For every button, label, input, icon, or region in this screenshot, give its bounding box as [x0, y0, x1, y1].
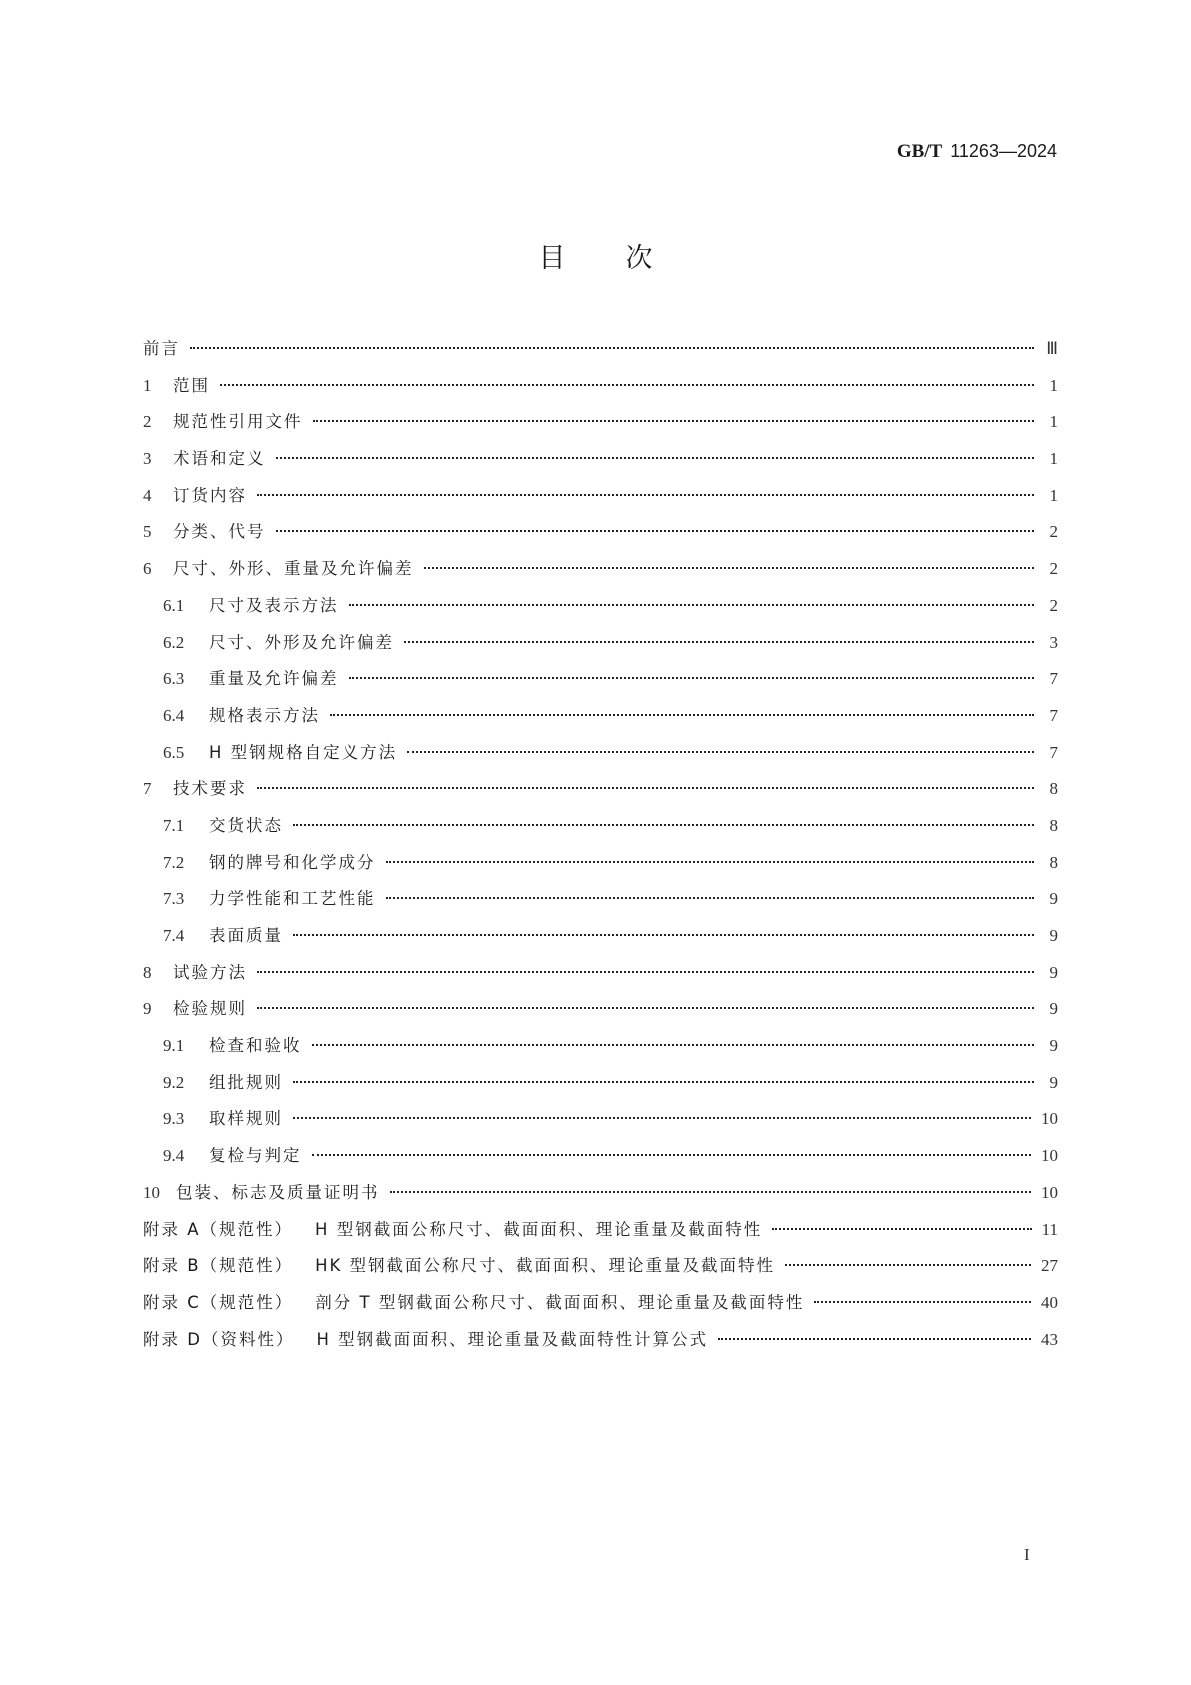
dot-leader	[220, 384, 1034, 386]
toc-entry-number: 6.4	[163, 705, 185, 725]
toc-page-number: 9	[1049, 1072, 1058, 1092]
dot-leader	[257, 1007, 1034, 1009]
table-of-contents	[143, 337, 1058, 1364]
toc-page-number: 7	[1049, 705, 1058, 725]
dot-leader	[257, 787, 1034, 789]
toc-page-number: 3	[1049, 632, 1058, 652]
standard-code	[897, 139, 1057, 164]
toc-entry-title: 钢的牌号和化学成分	[209, 852, 376, 872]
toc-page-number: 40	[1041, 1292, 1058, 1312]
toc-entry-number: 7.4	[163, 926, 185, 945]
toc-subentry[interactable]	[143, 1144, 1058, 1181]
annex-label: 附录 A（规范性）	[143, 1219, 294, 1239]
dot-leader	[407, 751, 1034, 753]
dot-leader	[257, 494, 1034, 496]
toc-entry-foreword[interactable]	[143, 337, 1058, 374]
toc-entry[interactable]	[143, 410, 1058, 447]
toc-entry-number: 3	[143, 449, 152, 469]
toc-entry-number: 2	[143, 412, 152, 432]
toc-entry-number: 6.2	[163, 632, 185, 652]
toc-page-number: 10	[1041, 1182, 1058, 1202]
dot-leader	[276, 457, 1035, 459]
toc-subentry[interactable]	[143, 851, 1058, 888]
toc-entry-title: 检查和验收	[209, 1036, 302, 1056]
toc-entry-title: 剖分 T 型钢截面公称尺寸、截面面积、理论重量及截面特性	[315, 1292, 805, 1312]
toc-entry-number: 9	[143, 999, 152, 1019]
toc-entry-title: 前言	[143, 339, 180, 358]
toc-entry[interactable]	[143, 961, 1058, 998]
toc-page-number: 1	[1049, 485, 1058, 505]
toc-page-number: 7	[1049, 742, 1058, 762]
dot-leader	[814, 1301, 1031, 1303]
dot-leader	[312, 1154, 1032, 1156]
toc-page-number: 9	[1049, 1036, 1058, 1056]
toc-page-number: 11	[1041, 1219, 1058, 1239]
toc-entry-title: 试验方法	[173, 962, 247, 982]
toc-annex-d[interactable]	[143, 1328, 1058, 1365]
toc-annex-a[interactable]	[143, 1218, 1058, 1255]
toc-page-number: 1	[1049, 412, 1058, 432]
dot-leader	[276, 530, 1035, 532]
toc-entry-title: H 型钢截面面积、理论重量及截面特性计算公式	[316, 1329, 709, 1349]
toc-entry-title: 尺寸及表示方法	[209, 595, 339, 615]
standard-number: 11263—2024	[950, 141, 1057, 161]
toc-entry[interactable]	[143, 520, 1058, 557]
toc-entry-number: 1	[143, 375, 152, 395]
toc-page-number: 2	[1049, 559, 1058, 579]
toc-entry-title: 复检与判定	[209, 1146, 302, 1166]
dot-leader	[312, 1044, 1035, 1046]
dot-leader	[718, 1338, 1031, 1340]
toc-entry-title: 力学性能和工艺性能	[209, 889, 376, 909]
toc-entry-title: 包装、标志及质量证明书	[176, 1182, 380, 1202]
toc-page-number: 9	[1049, 926, 1058, 945]
toc-subentry[interactable]	[143, 667, 1058, 704]
dot-leader	[293, 1081, 1034, 1083]
toc-page-number: 10	[1041, 1146, 1058, 1166]
toc-page-number: 9	[1049, 999, 1058, 1019]
dot-leader	[257, 971, 1034, 973]
toc-entry-number: 7.2	[163, 852, 185, 872]
toc-page-number: 1	[1049, 449, 1058, 469]
toc-entry-title: 尺寸、外形及允许偏差	[209, 632, 394, 652]
page-title: 目次	[538, 243, 713, 274]
toc-entry-number: 9.4	[163, 1146, 185, 1166]
toc-entry-title: H 型钢截面公称尺寸、截面面积、理论重量及截面特性	[315, 1219, 763, 1239]
toc-entry-title: 分类、代号	[173, 522, 266, 542]
toc-page-number: 7	[1049, 669, 1058, 689]
toc-entry-number: 8	[143, 962, 152, 982]
toc-entry-title: 规格表示方法	[209, 705, 320, 725]
toc-page-number: 9	[1049, 962, 1058, 982]
toc-entry-number: 6.3	[163, 669, 185, 689]
toc-entry-number: 9.3	[163, 1109, 185, 1129]
toc-page-number: 9	[1049, 889, 1058, 909]
toc-page-number: 2	[1049, 522, 1058, 542]
toc-entry-number: 5	[143, 522, 152, 542]
toc-subentry[interactable]	[143, 704, 1058, 741]
toc-subentry[interactable]	[143, 1034, 1058, 1071]
dot-leader	[293, 934, 1034, 936]
dot-leader	[330, 714, 1034, 716]
page-number: I	[1024, 1545, 1030, 1564]
dot-leader	[293, 824, 1034, 826]
toc-entry-number: 10	[143, 1182, 160, 1202]
toc-page-number: 8	[1049, 852, 1058, 872]
toc-subentry[interactable]	[143, 594, 1058, 631]
toc-page-number: 43	[1041, 1329, 1058, 1349]
toc-entry-title: 范围	[173, 375, 210, 395]
toc-entry-title: 组批规则	[209, 1072, 283, 1092]
annex-label: 附录 D（资料性）	[143, 1329, 295, 1349]
toc-entry-title: 规范性引用文件	[173, 412, 303, 432]
toc-subentry[interactable]	[143, 887, 1058, 924]
dot-leader	[772, 1228, 1031, 1230]
standard-prefix: GB/T	[896, 141, 943, 162]
dot-leader	[349, 677, 1035, 679]
dot-leader	[390, 1191, 1032, 1193]
toc-entry-number: 6.5	[163, 742, 185, 762]
toc-page-number: Ⅲ	[1046, 339, 1058, 358]
dot-leader	[190, 347, 1034, 349]
toc-subentry[interactable]	[143, 814, 1058, 851]
toc-entry-number: 7	[143, 779, 152, 799]
dot-leader	[313, 420, 1035, 422]
annex-label: 附录 C（规范性）	[143, 1292, 294, 1312]
toc-page-number: 1	[1049, 375, 1058, 395]
toc-page-number: 10	[1041, 1109, 1058, 1129]
toc-entry-title: 技术要求	[173, 779, 247, 799]
toc-page-number: 8	[1049, 815, 1058, 835]
toc-subentry[interactable]	[143, 631, 1058, 668]
toc-subentry[interactable]	[143, 924, 1058, 961]
toc-page-number: 27	[1041, 1256, 1058, 1276]
toc-entry[interactable]	[143, 997, 1058, 1034]
toc-entry-title: 重量及允许偏差	[209, 669, 339, 689]
toc-annex-c[interactable]	[143, 1291, 1058, 1328]
dot-leader	[785, 1264, 1031, 1266]
toc-entry[interactable]	[143, 374, 1058, 411]
dot-leader	[293, 1117, 1031, 1119]
toc-entry-number: 9.2	[163, 1072, 185, 1092]
toc-entry-title: 表面质量	[209, 926, 283, 945]
toc-entry-title: 交货状态	[209, 815, 283, 835]
dot-leader	[386, 861, 1035, 863]
toc-entry-title: HK 型钢截面公称尺寸、截面面积、理论重量及截面特性	[315, 1256, 776, 1276]
toc-entry-number: 7.1	[163, 815, 185, 835]
toc-annex-b[interactable]	[143, 1254, 1058, 1291]
toc-page-number: 2	[1049, 595, 1058, 615]
toc-entry-number: 9.1	[163, 1036, 185, 1056]
toc-entry-title: 取样规则	[209, 1109, 283, 1129]
toc-entry[interactable]	[143, 447, 1058, 484]
toc-entry-title: 术语和定义	[173, 449, 266, 469]
toc-subentry[interactable]	[143, 1107, 1058, 1144]
toc-entry-number: 6.1	[163, 595, 185, 615]
annex-label: 附录 B（规范性）	[143, 1256, 294, 1276]
dot-leader	[349, 604, 1035, 606]
toc-entry-title: 尺寸、外形、重量及允许偏差	[173, 559, 414, 579]
toc-page-number: 8	[1049, 779, 1058, 799]
toc-entry-title: 订货内容	[173, 485, 247, 505]
dot-leader	[404, 641, 1034, 643]
toc-entry-number: 6	[143, 559, 152, 579]
toc-entry[interactable]	[143, 1181, 1058, 1218]
toc-entry[interactable]	[143, 777, 1058, 814]
dot-leader	[424, 567, 1035, 569]
toc-entry[interactable]	[143, 557, 1058, 594]
toc-entry[interactable]	[143, 484, 1058, 521]
toc-subentry[interactable]	[143, 741, 1058, 778]
toc-entry-number: 4	[143, 485, 152, 505]
toc-entry-number: 7.3	[163, 889, 185, 909]
toc-entry-title: 检验规则	[173, 999, 247, 1019]
toc-subentry[interactable]	[143, 1071, 1058, 1108]
dot-leader	[386, 897, 1035, 899]
toc-entry-title: H 型钢规格自定义方法	[209, 742, 398, 762]
